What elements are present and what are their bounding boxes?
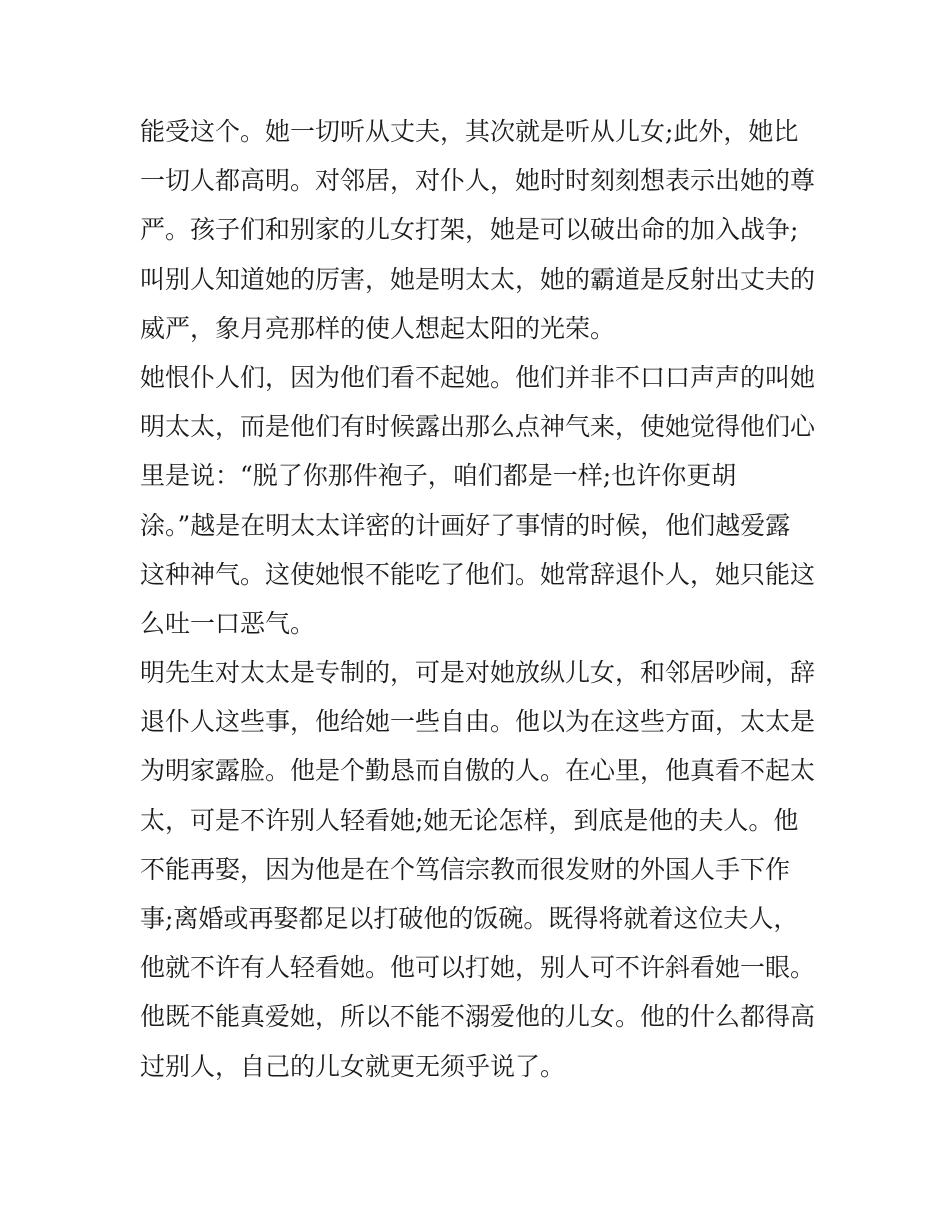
text-line: 事;离婚或再娶都足以打破他的饭碗。既得将就着这位夫人， [140, 904, 799, 933]
text-line: 严。孩子们和别家的儿女打架，她是可以破出命的加入战争; [140, 215, 799, 245]
text-line: 退仆人这些事，他给她一些自由。他以为在这些方面，太太是 [140, 707, 816, 737]
text-line: 一切人都高明。对邻居，对仆人，她时时刻刻想表示出她的尊 [140, 166, 816, 196]
text-line: 为明家露脸。他是个勤恳而自傲的人。在心里，他真看不起太 [140, 756, 816, 786]
text-line: 她恨仆人们，因为他们看不起她。他们并非不口口声声的叫她 [140, 362, 816, 392]
text-line: 能受这个。她一切听从丈夫，其次就是听从儿女;此外，她比 [140, 117, 799, 146]
text-line: 太，可是不许别人轻看她;她无论怎样，到底是他的夫人。他 [140, 805, 799, 835]
text-line: 不能再娶，因为他是在个笃信宗教而很发财的外国人手下作 [140, 854, 791, 884]
text-line: 他既不能真爱她，所以不能不溺爱他的儿女。他的什么都得高 [140, 1002, 816, 1032]
text-line: 这种神气。这使她恨不能吃了他们。她常辞退仆人，她只能这 [140, 559, 816, 589]
text-line: 过别人，自己的儿女就更无须乎说了。 [140, 1051, 566, 1081]
text-line: 涂。”越是在明太太详密的计画好了事情的时候，他们越爱露 [140, 510, 791, 540]
text-line: 明太太，而是他们有时候露出那么点神气来，使她觉得他们心 [140, 412, 816, 442]
text-line: 叫别人知道她的厉害，她是明太太，她的霸道是反射出丈夫的 [140, 264, 816, 294]
text-line: 他就不许有人轻看她。他可以打她，别人可不许斜看她一眼。 [140, 953, 816, 983]
text-line: 里是说：“脱了你那件袍子，咱们都是一样;也许你更胡 [140, 461, 737, 491]
text-line: 威严，象月亮那样的使人想起太阳的光荣。 [140, 313, 616, 343]
text-line: 么吐一口恶气。 [140, 608, 316, 638]
text-line: 明先生对太太是专制的，可是对她放纵儿女，和邻居吵闹，辞 [140, 658, 816, 688]
body-text [140, 107, 840, 1091]
